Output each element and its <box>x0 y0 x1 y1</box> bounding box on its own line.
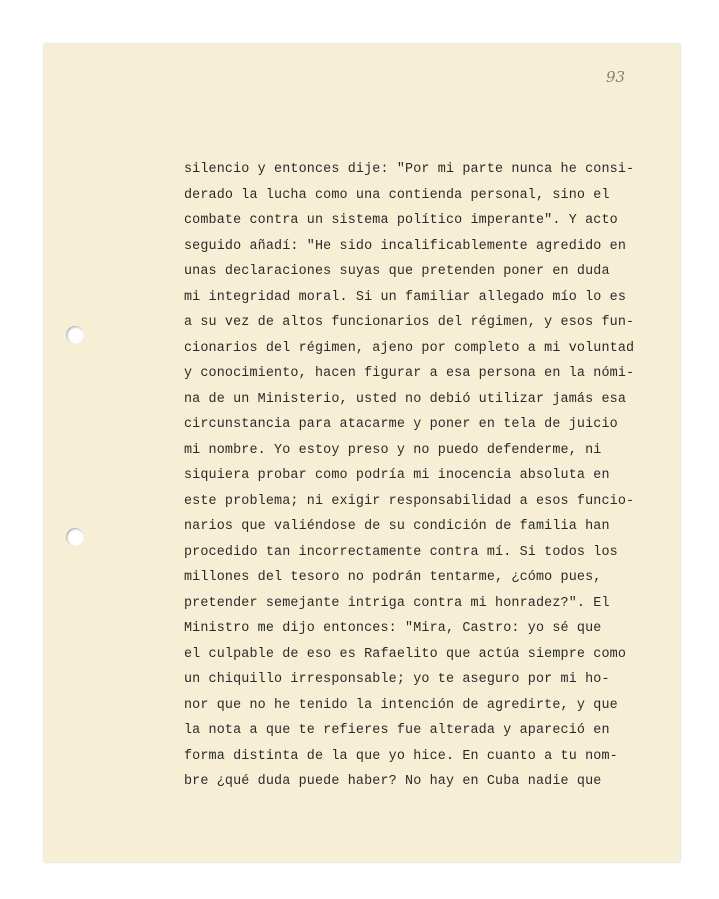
text-line: pretender semejante intriga contra mi honradez?". El <box>184 595 610 611</box>
text-line: a su vez de altos funcionarios del régimen, y esos fun- <box>184 315 635 330</box>
text-line: derado la lucha como una contienda personal, sino el <box>184 187 610 203</box>
text-line: un chiquillo irresponsable; yo te aseguro por mi ho- <box>184 672 610 687</box>
text-line: Ministro me dijo entonces: "Mira, Castro: yo sé que <box>184 621 602 636</box>
text-line: circunstancia para atacarme y poner en tela de juicio <box>184 417 618 432</box>
punch-hole <box>66 528 84 546</box>
text-line: na de un Ministerio, usted no debió utilizar jamás esa <box>184 391 627 407</box>
text-line: bre ¿qué duda puede haber? No hay en Cuba nadie que <box>184 774 602 789</box>
page-number: 93 <box>606 68 626 86</box>
body-text <box>184 157 654 795</box>
text-line: mi integridad moral. Si un familiar allegado mío lo es <box>184 289 627 305</box>
punch-hole <box>66 326 84 344</box>
text-line: procedido tan incorrectamente contra mí. Si todos los <box>184 544 618 560</box>
text-line: unas declaraciones suyas que pretenden poner en duda <box>184 264 610 279</box>
text-line: siquiera probar como podría mi inocencia absoluta en <box>184 468 610 483</box>
text-line: forma distinta de la que yo hice. En cuanto a tu nom- <box>184 748 618 764</box>
text-line: silencio y entonces dije: "Por mi parte nunca he consi- <box>184 162 635 177</box>
text-line: el culpable de eso es Rafaelito que actúa siempre como <box>184 646 627 662</box>
text-line: seguido añadí: "He sido incalificablemente agredido en <box>184 238 627 254</box>
text-line: mi nombre. Yo estoy preso y no puedo defenderme, ni <box>184 442 602 458</box>
text-line: y conocimiento, hacen figurar a esa persona en la nómi- <box>184 366 635 381</box>
text-line: nor que no he tenido la intención de agredirte, y que <box>184 697 618 713</box>
text-line: narios que valiéndose de su condición de familia han <box>184 519 610 534</box>
text-line: cionarios del régimen, ajeno por completo a mi voluntad <box>184 340 635 356</box>
text-line: la nota a que te refieres fue alterada y apareció en <box>184 723 610 738</box>
typewritten-page <box>44 44 680 862</box>
text-line: combate contra un sistema político imperante". Y acto <box>184 213 618 228</box>
text-line: este problema; ni exigir responsabilidad a esos funcio- <box>184 493 635 509</box>
text-line: millones del tesoro no podrán tentarme, ¿cómo pues, <box>184 570 602 585</box>
